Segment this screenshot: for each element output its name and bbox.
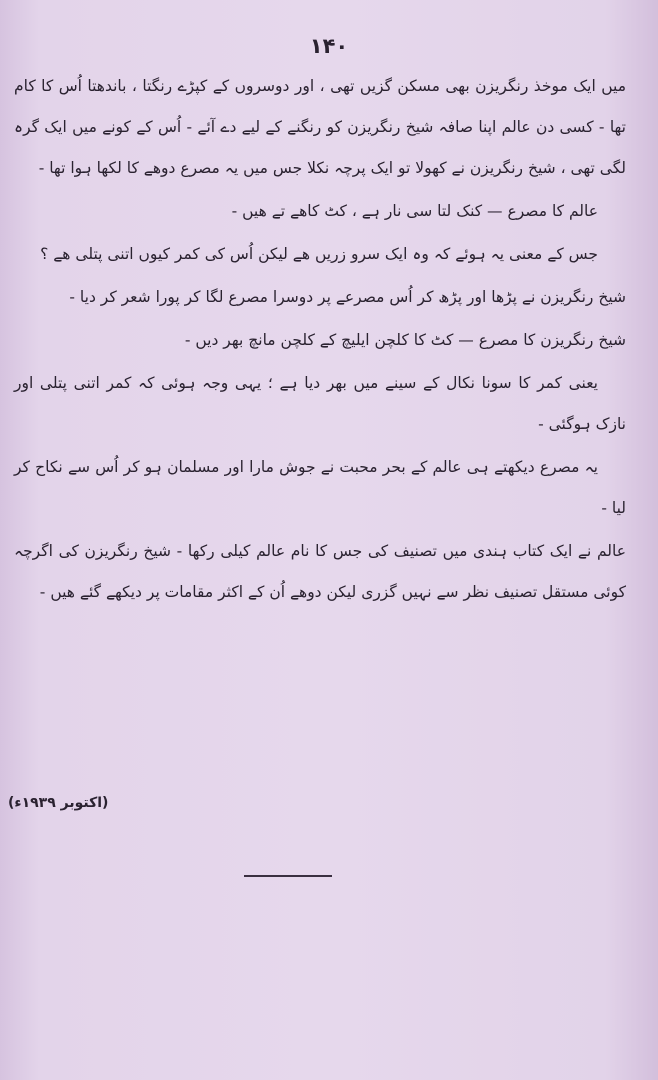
paragraph-1: میں ایک موخذ رنگریزن بھی مسکن گزیں تھی ، اور دوسروں کے کپڑے رنگتا ، باندھتا اُس کا کام تھا - کسی دن عالم اپنا صافہ شیخ رنگریزن کو رنگنے کے لیے دے آئے - اُس کے کونے میں ایک گرہ لگی تھی ، شیخ رنگریزن نے کھولا تو ایک پرچہ نکلا جس میں یہ مصرع دوھے کا لکھا ہوا تھا -	[14, 77, 626, 177]
paragraph-6: یعنی کمر کا سونا نکال کے سینے میں بھر دیا ہے ؛ یہی وجہ ہوئی کہ کمر اتنی پتلی اور نازک ہوگئی -	[14, 374, 626, 433]
article-body	[14, 66, 626, 615]
paragraph-7: یہ مصرع دیکھتے ہی عالم کے بحر محبت نے جوش مارا اور مسلمان ہو کر اُس سے نکاح کر لیا -	[14, 458, 626, 517]
paragraph-2: عالم کا مصرع — کنک لتا سی نار ہے ، کٹ کاھے تے ھیں -	[231, 202, 598, 220]
date-note: (اکتوبر ۱۹۳۹ء)	[8, 795, 109, 811]
paragraph-3: جس کے معنی یہ ہوئے کہ وہ ایک سرو زریں ھے لیکن اُس کی کمر کیوں اتنی پتلی ھے ؟	[40, 245, 598, 263]
paragraph-4: شیخ رنگریزن نے پڑھا اور پڑھ کر اُس مصرعے پر دوسرا مصرع لگا کر پورا شعر کر دیا -	[69, 288, 626, 306]
page-number: ۱۴۰	[309, 34, 349, 58]
end-divider	[244, 875, 332, 877]
paragraph-5: شیخ رنگریزن کا مصرع — کٹ کا کلچن ایلیچ کے کلچن مانچ بھر دیں -	[184, 331, 626, 349]
paragraph-8: عالم نے ایک کتاب ہندی میں تصنیف کی جس کا نام عالم کیلی رکھا - شیخ رنگریزن کی اگرچہ کوئی مستقل تصنیف نظر سے نہیں گزری لیکن دوھے اُن کے اکثر مقامات پر دیکھے گئے ھیں -	[14, 542, 626, 601]
